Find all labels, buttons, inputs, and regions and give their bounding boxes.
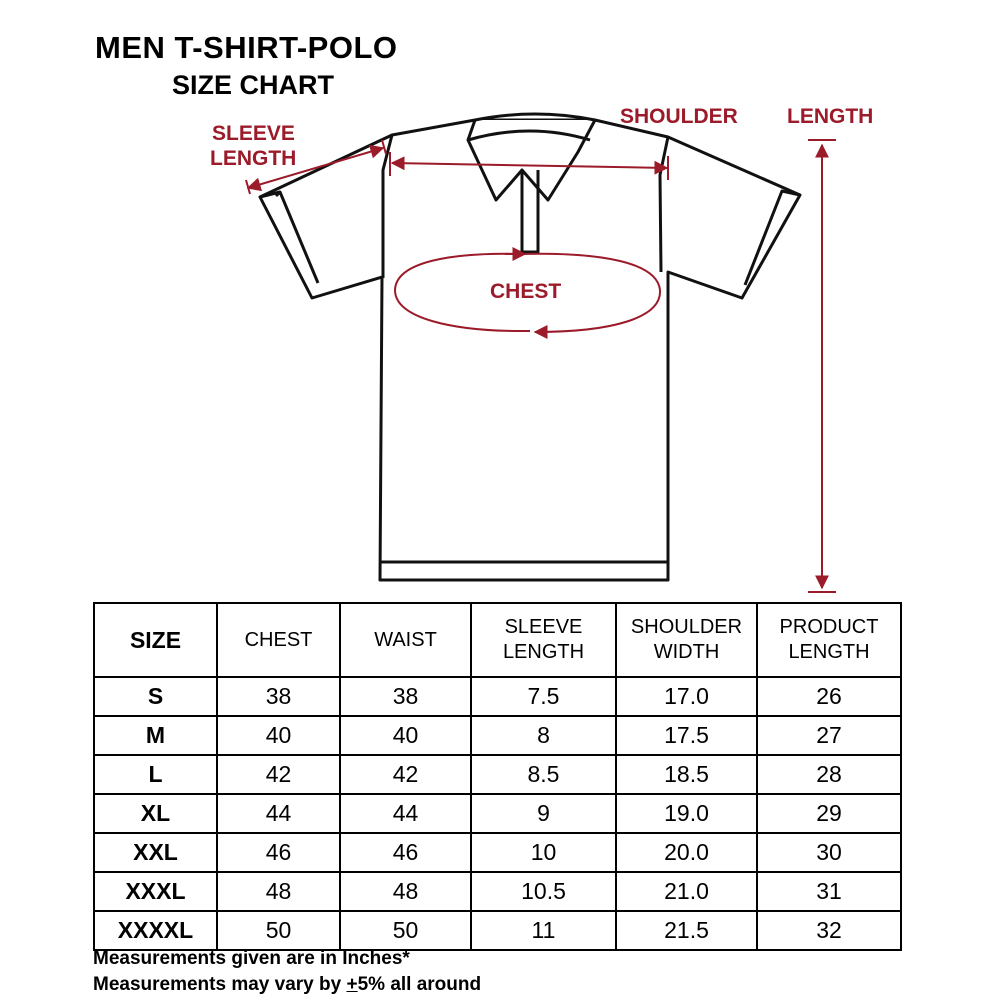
chest-label: CHEST <box>490 280 562 303</box>
product-length-cell: 29 <box>757 794 901 833</box>
sleeve-length-cell: 8.5 <box>471 755 616 794</box>
table-row <box>94 911 901 950</box>
waist-cell: 40 <box>340 716 471 755</box>
sleeve-length-cell: 10 <box>471 833 616 872</box>
size-cell: L <box>94 755 217 794</box>
col-header-product-length: PRODUCT LENGTH <box>757 603 901 677</box>
units-note: Measurements given are in Inches* <box>93 948 410 969</box>
shoulder-width-cell: 17.0 <box>616 677 757 716</box>
chest-cell: 50 <box>217 911 340 950</box>
waist-cell: 50 <box>340 911 471 950</box>
chest-cell: 38 <box>217 677 340 716</box>
table-row <box>94 872 901 911</box>
size-cell: XL <box>94 794 217 833</box>
waist-cell: 48 <box>340 872 471 911</box>
chart-title: MEN T-SHIRT-POLO <box>95 30 398 65</box>
waist-cell: 38 <box>340 677 471 716</box>
sleeve-length-cell: 9 <box>471 794 616 833</box>
size-table <box>93 602 902 951</box>
table-header-row <box>94 603 901 677</box>
chest-cell: 42 <box>217 755 340 794</box>
col-header-shoulder-width: SHOULDER WIDTH <box>616 603 757 677</box>
table-row <box>94 677 901 716</box>
col-header-chest: CHEST <box>217 603 340 677</box>
waist-cell: 46 <box>340 833 471 872</box>
shoulder-width-cell: 21.0 <box>616 872 757 911</box>
length-label: LENGTH <box>787 105 874 128</box>
table-row <box>94 716 901 755</box>
sleeve-length-cell: 11 <box>471 911 616 950</box>
size-cell: XXXXL <box>94 911 217 950</box>
waist-cell: 44 <box>340 794 471 833</box>
size-cell: XXL <box>94 833 217 872</box>
col-header-size: SIZE <box>94 603 217 677</box>
product-length-cell: 26 <box>757 677 901 716</box>
table-row <box>94 794 901 833</box>
product-length-cell: 28 <box>757 755 901 794</box>
shoulder-width-cell: 18.5 <box>616 755 757 794</box>
waist-cell: 42 <box>340 755 471 794</box>
shoulder-width-cell: 20.0 <box>616 833 757 872</box>
product-length-cell: 27 <box>757 716 901 755</box>
chart-subtitle: SIZE CHART <box>172 70 334 100</box>
chest-cell: 46 <box>217 833 340 872</box>
col-header-waist: WAIST <box>340 603 471 677</box>
table-row <box>94 833 901 872</box>
product-length-cell: 32 <box>757 911 901 950</box>
shoulder-width-cell: 21.5 <box>616 911 757 950</box>
table-row <box>94 755 901 794</box>
product-length-cell: 31 <box>757 872 901 911</box>
sleeve-length-cell: 8 <box>471 716 616 755</box>
sleeve-length-cell: 10.5 <box>471 872 616 911</box>
size-cell: S <box>94 677 217 716</box>
shoulder-width-cell: 19.0 <box>616 794 757 833</box>
shoulder-label: SHOULDER <box>620 105 738 128</box>
chest-cell: 44 <box>217 794 340 833</box>
variance-note: Measurements may vary by +5% all around <box>93 974 482 995</box>
size-cell: M <box>94 716 217 755</box>
sleeve-length-cell: 7.5 <box>471 677 616 716</box>
chest-cell: 48 <box>217 872 340 911</box>
shoulder-width-cell: 17.5 <box>616 716 757 755</box>
product-length-cell: 30 <box>757 833 901 872</box>
size-cell: XXXL <box>94 872 217 911</box>
col-header-sleeve-length: SLEEVE LENGTH <box>471 603 616 677</box>
sleeve-length-label: SLEEVE LENGTH <box>210 122 297 170</box>
chest-cell: 40 <box>217 716 340 755</box>
